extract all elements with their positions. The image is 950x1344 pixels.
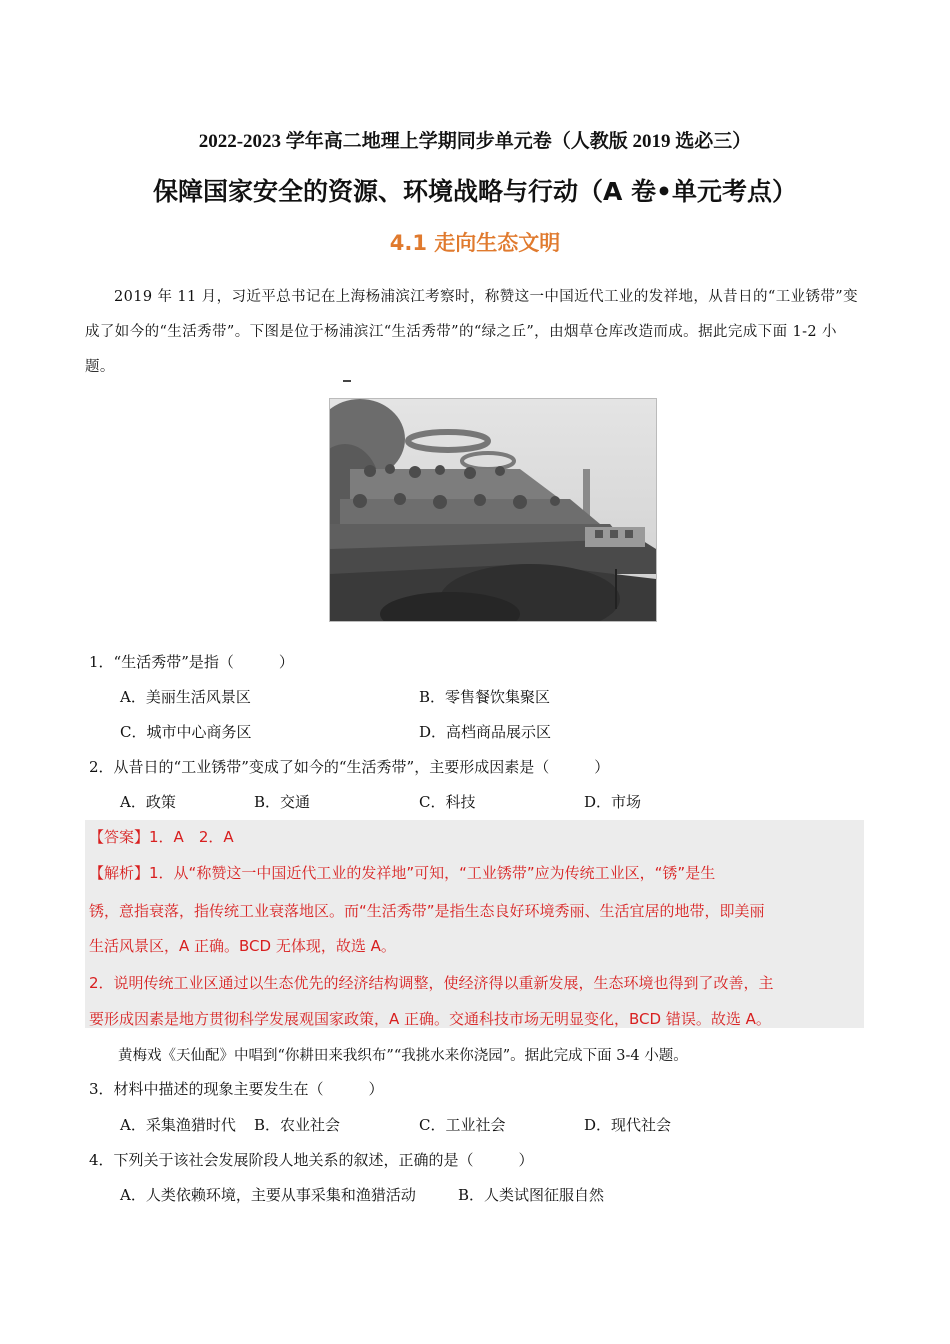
question-2-option-d: D．市场 bbox=[584, 793, 642, 811]
question-1-option-c: C．城市中心商务区 bbox=[120, 723, 252, 741]
intro-paragraph bbox=[85, 280, 865, 385]
analysis-tag: 【解析】 bbox=[89, 864, 150, 882]
question-3-option-c: C．工业社会 bbox=[419, 1116, 506, 1134]
section-title: 4.1 走向生态文明 bbox=[389, 231, 561, 255]
answer-analysis-box bbox=[85, 820, 864, 1028]
question-4-option-b: B．人类试图征服自然 bbox=[458, 1186, 605, 1204]
question-3-option-a: A．采集渔猎时代 bbox=[120, 1116, 236, 1134]
analysis-line-3: 生活风景区，A 正确。BCD 无体现，故选 A。 bbox=[89, 937, 396, 955]
question-3-stem: 3．材料中描述的现象主要发生在（ ） bbox=[89, 1080, 384, 1098]
question-1-option-b: B．零售餐饮集聚区 bbox=[419, 688, 551, 706]
analysis-line-2: 锈，意指衰落，指传统工业衰落地区。而“生活秀带”是指生态良好环境秀丽、生活宜居的地带，即美丽 bbox=[89, 902, 765, 920]
question-2-stem: 2．从昔日的“工业锈带”变成了如今的“生活秀带”，主要形成因素是（ ） bbox=[89, 758, 610, 776]
question-1-stem: 1．“生活秀带”是指（ ） bbox=[89, 653, 294, 671]
question-1-option-d: D．高档商品展示区 bbox=[419, 723, 552, 741]
question-4-option-a: A．人类依赖环境，主要从事采集和渔猎活动 bbox=[120, 1186, 416, 1204]
intro-text: 2019 年 11 月，习近平总书记在上海杨浦滨江考察时，称赞这一中国近代工业的发祥地，从昔日的“工业锈带”变成了如今的“生活秀带”。下图是位于杨浦滨江“生活秀带”的“绿之丘”，由烟草仓库改造而成。据此完成下面 1-2 小题。 bbox=[85, 289, 859, 375]
question-2-option-a: A．政策 bbox=[120, 793, 176, 811]
question-3-option-d: D．现代社会 bbox=[584, 1116, 672, 1134]
question-4-stem: 4．下列关于该社会发展阶段人地关系的叙述，正确的是（ ） bbox=[89, 1151, 534, 1169]
question-2-option-b: B．交通 bbox=[254, 793, 311, 811]
analysis-line-5: 要形成因素是地方贯彻科学发展观国家政策，A 正确。交通科技市场无明显变化，BCD 错误。故选 A。 bbox=[89, 1010, 771, 1028]
question-3-option-b: B．农业社会 bbox=[254, 1116, 341, 1134]
analysis-line-4: 2．说明传统工业区通过以生态优先的经济结构调整，使经济得以重新发展，生态环境也得到了改善，主 bbox=[89, 974, 774, 992]
answer-text: 1．A 2．A bbox=[149, 828, 234, 846]
analysis-text-1: 1．从“称赞这一中国近代工业的发祥地”可知，“工业锈带”应为传统工业区，“锈”是生 bbox=[149, 864, 716, 882]
unit-title: 保障国家安全的资源、环境战略与行动（A 卷•单元考点） bbox=[152, 177, 798, 206]
answer-line bbox=[89, 826, 234, 847]
green-hill-photo bbox=[329, 398, 657, 622]
exam-series-title: 2022-2023 学年高二地理上学期同步单元卷（人教版 2019 选必三） bbox=[198, 131, 752, 152]
figure-marker bbox=[343, 380, 351, 382]
question-2-option-c: C．科技 bbox=[419, 793, 476, 811]
green-hill-photo-illustration bbox=[330, 399, 656, 621]
material-2-intro: 黄梅戏《天仙配》中唱到“你耕田来我织布”“我挑水来你浇园”。据此完成下面 3-4 小题。 bbox=[118, 1048, 688, 1064]
answer-tag: 【答案】 bbox=[89, 828, 150, 846]
analysis-line-1 bbox=[89, 862, 715, 883]
question-1-option-a: A．美丽生活风景区 bbox=[120, 688, 251, 706]
